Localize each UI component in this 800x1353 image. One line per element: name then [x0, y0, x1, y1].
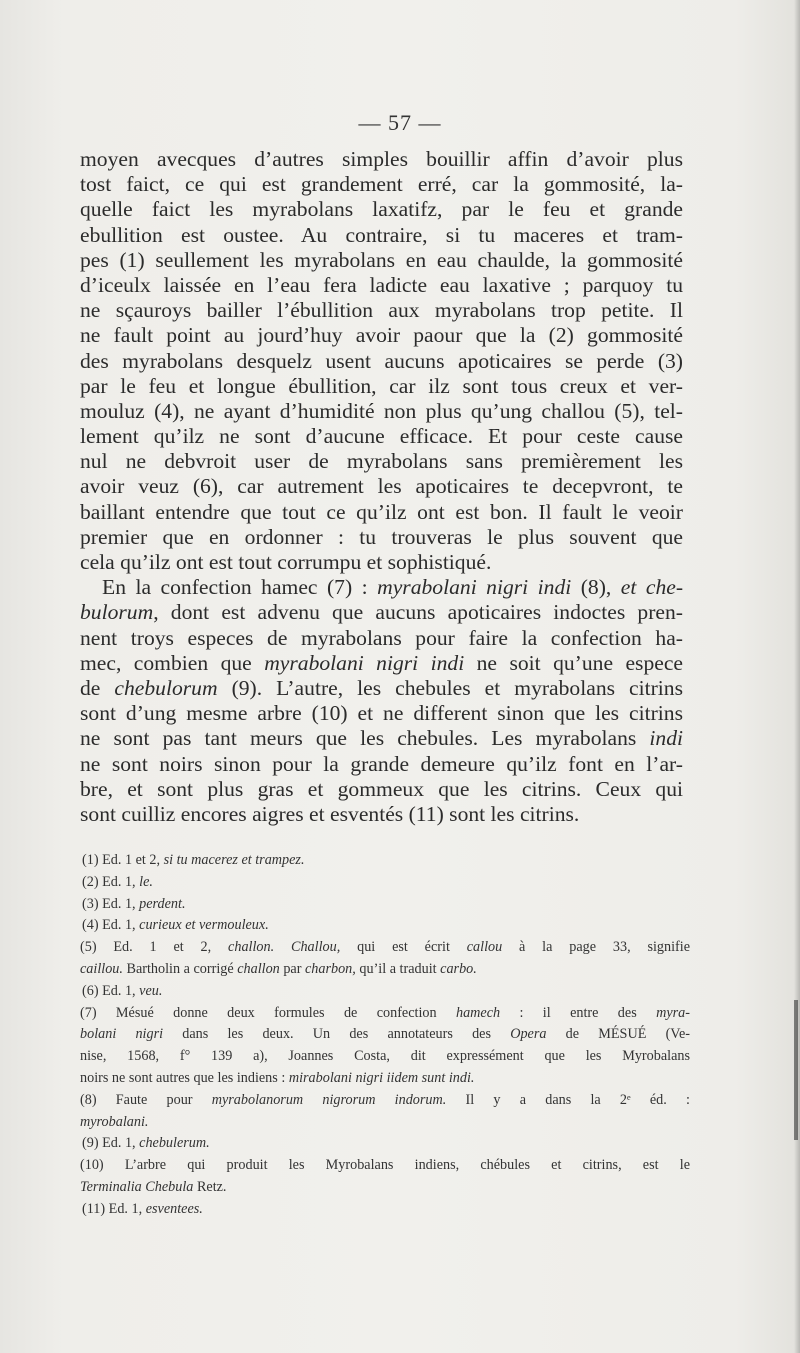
text-segment: (9). L’autre, les chebules et myrabolans citrins: [217, 675, 683, 700]
footnote-text: (2) Ed. 1,: [82, 873, 140, 890]
footnote-italic: mirabolani nigri iidem sunt indi.: [288, 1069, 475, 1086]
text-line: baillant entendre que tout ce qu’ilz ont est bon. Il fault le veoir: [80, 499, 683, 524]
text-segment: de: [80, 675, 115, 700]
footnote-italic: Opera: [510, 1026, 547, 1043]
footnote-fn10: [80, 1155, 690, 1199]
footnote-text: (8) Faute pour: [80, 1091, 212, 1108]
footnote-italic: si tu macerez et trampez.: [163, 852, 305, 868]
page-number: — 57 —: [358, 110, 442, 135]
footnote-text: : il entre des: [500, 1004, 657, 1021]
footnote-italic: myra-: [656, 1004, 690, 1021]
footnote-text: de MÉSUÉ (Ve-: [546, 1026, 690, 1043]
footnote-line: [80, 1024, 690, 1046]
footnote-line: [80, 1090, 690, 1112]
footnote-line: [80, 1046, 690, 1068]
text-line: tost faict, ce qui est grandement erré, car la gommosité, la-: [80, 172, 683, 197]
page-edge-shadow: [794, 0, 800, 1353]
footnote-fn1: [80, 850, 690, 872]
footnote-italic: myrobalani.: [80, 1113, 149, 1130]
text-line: pes (1) seullement les myrabolans en eau chaulde, la gommosité: [80, 247, 683, 272]
text-segment: (8),: [571, 575, 621, 600]
text-line: [80, 575, 683, 600]
footnote-line: [80, 1155, 690, 1177]
footnote-fn6: [80, 981, 690, 1003]
footnote-line: [80, 1199, 690, 1221]
text-line: [80, 676, 683, 701]
latin-term: bulorum: [80, 600, 154, 625]
footnote-text: dans les deux. Un des annotateurs des: [163, 1026, 511, 1043]
footnote-italic: perdent.: [139, 895, 186, 912]
text-segment: bre, et sont plus gras et gommeux que les citrins. Ceux qui: [80, 776, 683, 801]
text-line: [80, 726, 683, 751]
text-line: par le feu et longue ébullition, car ilz sont tous creux et ver-: [80, 373, 683, 398]
footnote-italic: veu.: [139, 982, 163, 999]
text-segment: ne sont pas tant meurs que les chebules. Les myrabolans: [80, 726, 650, 751]
footnote-italic: chebulerum.: [139, 1135, 210, 1152]
footnote-line: [80, 1112, 690, 1134]
footnote-fn7: [80, 1003, 690, 1090]
text-line: ne fault point au jourd’huy avoir paour que la (2) gommosité: [80, 323, 683, 348]
paragraph-2: [80, 575, 683, 827]
latin-term: myrabolani nigri indi: [264, 650, 465, 675]
footnote-text: qui est écrit: [340, 939, 467, 956]
footnote-fn11: [80, 1199, 690, 1221]
footnote-line: [80, 915, 690, 937]
footnote-fn2: [80, 872, 690, 894]
footnote-line: [80, 981, 690, 1003]
text-line: [80, 600, 683, 625]
text-line: avoir veuz (6), car autrement les apoticaires te decepvront, te: [80, 474, 683, 499]
footnote-italic: charbon,: [304, 960, 356, 977]
footnote-line: [80, 959, 690, 981]
footnote-fn4: [80, 915, 690, 937]
footnote-italic: esventees.: [145, 1200, 203, 1217]
text-line: premier que en ordonner : tu trouveras le plus souvent que: [80, 524, 683, 549]
footnote-fn5: [80, 937, 690, 981]
paragraph-1: [80, 147, 683, 575]
footnote-italic: challon: [237, 960, 280, 977]
footnote-text: par: [279, 960, 305, 977]
footnote-italic: Terminalia Chebula: [80, 1178, 194, 1195]
text-line: quelle faict les myrabolans laxatifz, par le feu et grande: [80, 197, 683, 222]
text-line: nul ne debvroit user de myrabolans sans premièrement les: [80, 449, 683, 474]
footnote-line: [80, 1068, 690, 1090]
footnote-text: (6) Ed. 1,: [82, 982, 140, 999]
text-line: mouluz (4), ne ayant d’humidité non plus qu’ung challou (5), tel-: [80, 398, 683, 423]
footnote-line: [80, 872, 690, 894]
latin-term: myrabolani nigri indi: [377, 575, 572, 600]
text-line: des myrabolans desquelz usent aucuns apoticaires se perde (3): [80, 348, 683, 373]
footnote-line: [80, 850, 690, 872]
text-segment: nent troys especes de myrabolans pour faire la confection ha-: [80, 625, 683, 650]
footnote-italic: callou: [466, 939, 503, 956]
text-segment: ne soit qu’une espece: [464, 650, 683, 675]
text-segment: mec, combien que: [80, 650, 265, 675]
text-segment: En la confection hamec (7) :: [102, 575, 378, 600]
footnote-text: (9) Ed. 1,: [82, 1135, 140, 1152]
footnote-text: nise, 1568, f° 139 a), Joannes Costa, dit expressément que les Myrobalans: [80, 1048, 690, 1065]
text-line: [80, 626, 683, 651]
latin-term: indi: [649, 726, 683, 751]
binding-mark: [794, 1000, 798, 1140]
text-line: moyen avecques d’autres simples bouillir affin d’avoir plus: [80, 147, 683, 171]
footnote-line: [80, 894, 690, 916]
text-segment: , dont est advenu que aucuns apoticaires indoctes pren-: [153, 600, 683, 625]
footnote-italic: carbo.: [440, 960, 477, 977]
text-segment: sont d’ung mesme arbre (10) et ne different sinon que les citrins: [80, 701, 683, 726]
text-line: lement qu’ilz ne sont d’aucune efficace. Et pour ceste cause: [80, 424, 683, 449]
footnote-fn9: [80, 1133, 690, 1155]
footnote-text: Retz.: [193, 1178, 227, 1195]
footnote-italic: caillou.: [80, 960, 123, 977]
footnote-line: [80, 1003, 690, 1025]
footnote-text: (3) Ed. 1,: [82, 895, 140, 912]
footnote-text: à la page 33, signifie: [502, 939, 690, 956]
text-line: ebullition est oustee. Au contraire, si tu maceres et tram-: [80, 222, 683, 247]
text-segment: ne sont noirs sinon pour la grande demeure qu’ilz font en l’ar-: [80, 751, 683, 776]
footnote-text: noirs ne sont autres que les indiens :: [80, 1069, 289, 1086]
footnote-italic: challon. Challou,: [228, 939, 341, 956]
footnote-text: (4) Ed. 1,: [82, 917, 140, 934]
text-line: [80, 651, 683, 676]
footnote-fn8: [80, 1090, 690, 1134]
text-line: cela qu’ilz ont est tout corrumpu et sophistiqué.: [80, 550, 492, 574]
footnote-text: (5) Ed. 1 et 2,: [80, 939, 229, 956]
footnote-line: [80, 1177, 690, 1199]
footnote-text: Il y a dans la 2ᵉ éd. :: [446, 1091, 690, 1108]
text-line: [80, 752, 683, 777]
footnote-italic: myrabolanorum nigrorum indorum.: [211, 1091, 447, 1108]
latin-term: chebulorum: [114, 675, 218, 700]
footnote-italic: bolani nigri: [80, 1026, 164, 1043]
footnotes: [80, 850, 690, 1221]
text-line: [80, 802, 683, 827]
footnote-text: (10) L’arbre qui produit les Myrobalans indiens, chébules et citrins, est le: [80, 1157, 690, 1174]
footnote-text: Bartholin a corrigé: [122, 960, 238, 977]
footnote-italic: hamech: [455, 1004, 501, 1021]
footnote-line: [80, 937, 690, 959]
footnote-text: (11) Ed. 1,: [82, 1200, 146, 1217]
latin-term: et che-: [620, 575, 683, 600]
text-line: ne sçauroys bailler l’ébullition aux myrabolans trop petite. Il: [80, 298, 683, 323]
footnote-text: (1) Ed. 1 et 2,: [82, 852, 164, 868]
footnote-line: [80, 1133, 690, 1155]
footnote-text: (7) Mésué donne deux formules de confection: [80, 1004, 456, 1021]
footnote-italic: le.: [139, 873, 153, 890]
footnote-italic: curieux et vermouleux.: [139, 917, 269, 934]
footnote-fn3: [80, 894, 690, 916]
main-text: [80, 147, 683, 827]
footnote-text: qu’il a traduit: [355, 960, 441, 977]
text-line: [80, 777, 683, 802]
text-segment: sont cuilliz encores aigres et esventés (11) sont les citrins.: [80, 801, 580, 826]
text-line: d’iceulx laissée en l’eau fera ladicte eau laxative ; parquoy tu: [80, 272, 683, 297]
text-line: [80, 701, 683, 726]
